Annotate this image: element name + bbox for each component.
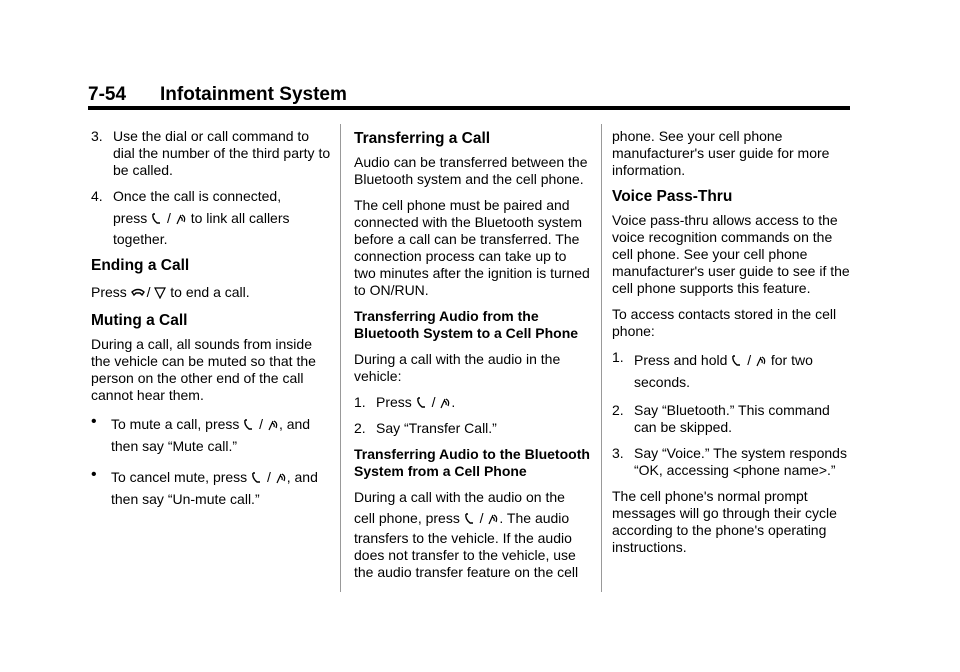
subheading-to-cell-phone: Transferring Audio from the Bluetooth System to a Cell Phone: [354, 308, 579, 341]
heading-transferring-a-call: Transferring a Call: [354, 130, 491, 147]
heading-ending-a-call: Ending a Call: [91, 257, 190, 274]
column-divider: [340, 124, 341, 592]
end-call-triangle-icon: [154, 287, 166, 299]
contacts-text: To access contacts stored in the cell phone:: [612, 306, 837, 339]
phone-talk-icon: [251, 472, 263, 484]
header-rule: [88, 106, 850, 110]
step-1: 1. Press / .: [354, 394, 456, 410]
talk-button-icon: [275, 472, 287, 484]
talk-button-icon: [755, 355, 767, 367]
transfer-intro: Audio can be transferred between the Bluetooth system and the cell phone.: [354, 154, 588, 187]
page-header: [88, 84, 347, 106]
talk-button-icon: [175, 213, 187, 225]
transfer-requirements: The cell phone must be paired and connected with the Bluetooth system before a call can be transferred. The connection process can take up to two minutes after the ignition is turned to ON/RUN.: [354, 197, 590, 298]
heading-voice-pass-thru: Voice Pass-Thru: [612, 188, 733, 205]
step-2: 2. Say “Bluetooth.” This command can be skipped.: [612, 402, 830, 435]
phone-talk-icon: [243, 419, 255, 431]
list-item: • To cancel mute, press / , and then say “Un-mute call.”: [91, 466, 318, 507]
list-item: • To mute a call, press / , and then say “Mute call.”: [91, 413, 311, 454]
phone-talk-icon: [464, 513, 476, 525]
step-3: 3. Say “Voice.” The system responds “OK, accessing <phone name>.”: [612, 445, 847, 478]
ending-text: Press / to end a call.: [91, 284, 250, 300]
continued-text: phone. See your cell phone manufacturer's user guide for more information.: [612, 128, 830, 178]
column-2: [354, 128, 592, 590]
phone-talk-icon: [416, 397, 428, 409]
step-2: 2. Say “Transfer Call.”: [354, 420, 497, 436]
audio-in-vehicle-text: During a call with the audio in the vehicle:: [354, 351, 561, 384]
talk-button-icon: [487, 513, 499, 525]
section-title: Infotainment System: [160, 84, 347, 105]
audio-on-phone-text: During a call with the audio on the cell phone, press / . The audio transfers to the vehicle. If the audio does not transfer to the vehicle, use the audio transfer feature on the cell: [354, 489, 579, 580]
voice-intro: Voice pass-thru allows access to the voice recognition commands on the cell phone. See your cell phone manufacturer's user guide to see if the cell phone supports this feature.: [612, 212, 850, 296]
talk-button-icon: [439, 397, 451, 409]
heading-muting-a-call: Muting a Call: [91, 312, 188, 329]
step-3: 3. Use the dial or call command to dial the number of the third party to be called.: [91, 128, 331, 178]
step-4: 4. Once the call is connected, press / to link all callers together.: [91, 188, 290, 247]
column-3: [612, 128, 852, 565]
muting-intro: During a call, all sounds from inside the vehicle can be muted so that the person on the other end of the call cannot hear them.: [91, 336, 316, 403]
phone-talk-icon: [731, 355, 743, 367]
phone-talk-icon: [151, 213, 163, 225]
talk-button-icon: [267, 419, 279, 431]
hang-up-icon: [131, 287, 143, 299]
column-divider: [601, 124, 602, 592]
page-number: 7-54: [88, 84, 127, 105]
step-1: 1. Press and hold / for two seconds.: [612, 349, 813, 390]
subheading-to-bluetooth: Transferring Audio to the Bluetooth System from a Cell Phone: [354, 446, 590, 479]
column-1: [91, 128, 333, 519]
prompt-messages-text: The cell phone's normal prompt messages will go through their cycle according to the phone's operating instructions.: [612, 488, 837, 555]
